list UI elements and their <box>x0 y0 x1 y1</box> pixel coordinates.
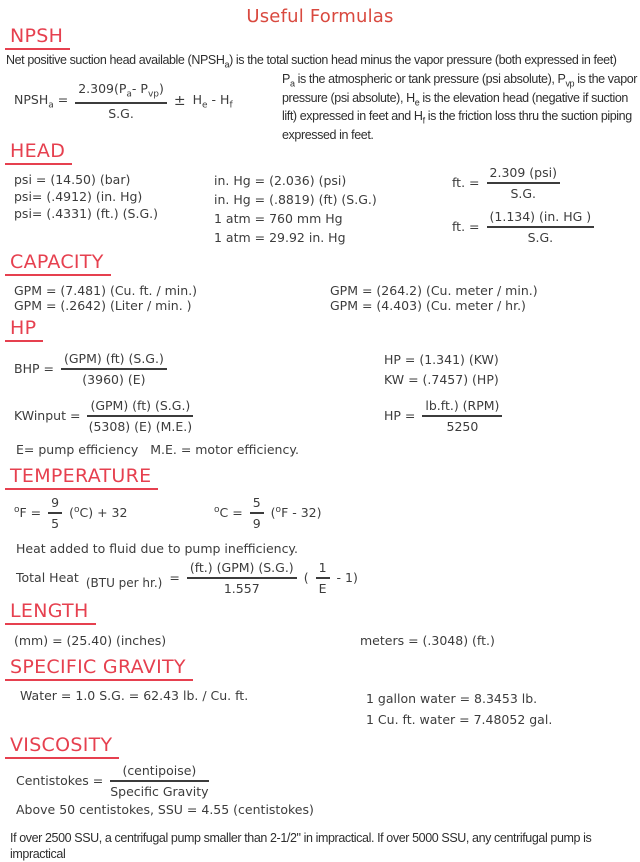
viscosity-footnote: If over 2500 SSU, a centrifugal pump smaller than 2-1/2" in impractical. If over 5000 SSU, any centrifugal pump is impractical <box>10 830 592 861</box>
formula-lhs: Total Heat <box>16 570 79 586</box>
total-heat-formula <box>16 560 640 596</box>
total-heat-subscript: (BTU per hr.) <box>85 575 163 590</box>
fraction <box>422 398 502 434</box>
fraction <box>487 209 595 245</box>
centistokes-formula <box>16 763 640 799</box>
efficiency-note: E= pump efficiency M.E. = motor efficiency. <box>16 441 299 457</box>
open-paren: ( <box>303 570 309 586</box>
fraction <box>48 495 62 531</box>
formula-lhs: BHP = <box>14 361 54 377</box>
fraction-denominator: 9 <box>252 515 261 531</box>
capacity-col2 <box>330 283 538 313</box>
fraction <box>250 495 264 531</box>
head-col1 <box>14 171 214 247</box>
formula-lhs: HP = <box>384 408 416 424</box>
fahrenheit-formula <box>14 495 214 531</box>
fraction-numerator: 2.309 (psi) <box>487 165 560 184</box>
ssu-note: Above 50 centistokes, SSU = 4.55 (centistokes) <box>16 801 314 817</box>
fraction-denominator: S.G. <box>527 229 554 245</box>
fraction-denominator: Specific Gravity <box>110 783 209 799</box>
section-specific-gravity <box>0 655 640 730</box>
formula-line: GPM = (264.2) (Cu. meter / min.) <box>330 282 538 298</box>
fraction <box>61 351 167 387</box>
formula-tail: ($^o$C) + 32 <box>69 505 128 521</box>
npsh-formula-lhs: $NPSH_a$ = <box>14 91 69 111</box>
formula-line: GPM = (.2642) (Liter / min. ) <box>14 297 192 313</box>
section-header-hp: HP <box>5 319 43 342</box>
formula-tail: - 1) <box>336 570 358 586</box>
formula-line: in. Hg = (.8819) (ft) (S.G.) <box>214 191 377 207</box>
npsh-description: Net positive suction head available $(NPSH_a)$ is the total suction head minus the vapor pressure (both expressed in feet) <box>6 52 617 70</box>
fraction <box>87 398 193 434</box>
fraction-numerator: 9 <box>48 495 62 514</box>
celsius-formula <box>214 495 322 531</box>
ft-psi-formula <box>452 165 594 201</box>
section-header-length: LENGTH <box>5 602 96 625</box>
fraction-numerator: (1.134) (in. HG ) <box>487 209 595 228</box>
formula-line: KW = (.7457) (HP) <box>384 371 499 387</box>
formula-line: psi = (14.50) (bar) <box>14 171 131 187</box>
fraction-numerator: lb.ft.) (RPM) <box>422 398 502 417</box>
section-hp <box>0 316 640 457</box>
section-header-temperature: TEMPERATURE <box>5 467 158 490</box>
fraction-numerator: (centipoise) <box>110 763 208 782</box>
formula-line: GPM = (4.403) (Cu. meter / hr.) <box>330 297 526 313</box>
fraction-denominator: (5308) (E) (M.E.) <box>88 418 193 434</box>
fraction-numerator: (GPM) (ft) (S.G.) <box>87 398 193 417</box>
heat-note: Heat added to fluid due to pump inefficiency. <box>16 540 299 556</box>
kwinput-formula <box>14 398 384 434</box>
section-header-npsh: NPSH <box>5 27 70 50</box>
section-capacity <box>0 250 640 313</box>
fraction-numerator: 1 <box>316 560 330 579</box>
mm-formula: (mm) = (25.40) (inches) <box>14 632 167 648</box>
formula-line: GPM = (7.481) (Cu. ft. / min.) <box>14 282 198 298</box>
fraction-denominator: S.G. <box>108 105 134 121</box>
fraction-numerator: 5 <box>250 495 264 514</box>
section-header-capacity: CAPACITY <box>5 253 111 276</box>
section-header-head: HEAD <box>5 142 72 165</box>
formula-lhs: Centistokes = <box>16 773 104 788</box>
section-length <box>0 599 640 648</box>
section-header-specific-gravity: SPECIFIC GRAVITY <box>5 658 193 681</box>
equals-sign: = <box>169 570 180 586</box>
water-sg-line: Water = 1.0 S.G. = 62.43 lb. / Cu. ft. <box>20 687 249 703</box>
section-npsh <box>0 27 640 142</box>
fraction-denominator: 5250 <box>446 418 479 434</box>
plus-minus-sign: ± <box>173 93 186 110</box>
fraction-numerator: $2.309(P_a-$ $P_{vp}$) <box>75 81 167 104</box>
fraction <box>110 763 208 799</box>
ft-inhg-formula <box>452 209 594 245</box>
length-body <box>14 633 640 648</box>
fraction-numerator: (ft.) (GPM) (S.G.) <box>187 560 297 579</box>
fraction-denominator: 1.557 <box>223 580 260 596</box>
section-temperature <box>0 464 640 596</box>
fraction-1-over-e <box>316 560 330 596</box>
head-body <box>14 164 640 247</box>
specific-gravity-body <box>14 688 640 730</box>
capacity-body <box>14 283 640 313</box>
npsh-note: $P_a$ is the atmospheric or tank pressure (psi absolute), $P_{vp}$ is the vapor pressure (psi absolute), $H_e$ is the elevation head (negative if suction lift) expressed in feet and $H_f$ is the friction loss thru the suction piping expressed in feet. <box>282 72 638 142</box>
npsh-formula-tail: $H_e - H_f$ <box>192 91 233 111</box>
section-header-viscosity: VISCOSITY <box>5 736 119 759</box>
hp-body-2 <box>14 398 640 434</box>
npsh-formula <box>14 71 282 142</box>
npsh-fraction <box>75 81 167 121</box>
temperature-body <box>14 495 640 531</box>
fraction-numerator: (GPM) (ft) (S.G.) <box>61 351 167 370</box>
fraction <box>487 165 560 201</box>
capacity-col1 <box>14 283 330 313</box>
head-col3 <box>432 165 594 247</box>
head-col2 <box>214 171 432 247</box>
section-head <box>0 139 640 247</box>
formula-lhs: ft. = <box>452 219 480 235</box>
page-title: Useful Formulas <box>246 6 394 27</box>
formula-tail: ($^o$F - 32) <box>270 505 322 521</box>
formula-lhs: $^o$F = <box>14 505 42 521</box>
fraction-denominator: (3960) (E) <box>82 371 146 387</box>
section-viscosity <box>0 733 640 862</box>
fraction <box>187 560 297 596</box>
formula-line: 1 gallon water = 8.3453 lb. <box>366 690 538 706</box>
fraction-denominator: S.G. <box>510 185 537 201</box>
formula-line: 1 Cu. ft. water = 7.48052 gal. <box>366 711 553 727</box>
fraction-denominator: 5 <box>51 515 60 531</box>
formula-lhs: ft. = <box>452 175 480 191</box>
formula-lhs: $^o$C = <box>214 505 243 521</box>
formula-line: psi= (.4331) (ft.) (S.G.) <box>14 205 158 221</box>
bhp-formula <box>14 351 384 387</box>
water-conversions <box>366 688 552 730</box>
formula-line: in. Hg = (2.036) (psi) <box>214 172 347 188</box>
hp-kw-conversions <box>384 348 499 390</box>
fraction-denominator: E <box>318 580 327 596</box>
meters-formula: meters = (.3048) (ft.) <box>360 632 495 648</box>
formula-lhs: KWinput = <box>14 408 81 424</box>
formula-line: HP = (1.341) (KW) <box>384 351 499 367</box>
hp-body-1 <box>14 348 640 390</box>
formula-line: psi= (.4912) (in. Hg) <box>14 188 143 204</box>
npsh-body <box>14 71 640 142</box>
formula-line: 1 atm = 29.92 in. Hg <box>214 229 346 245</box>
hp-torque-formula <box>384 398 502 434</box>
formula-line: 1 atm = 760 mm Hg <box>214 210 343 226</box>
